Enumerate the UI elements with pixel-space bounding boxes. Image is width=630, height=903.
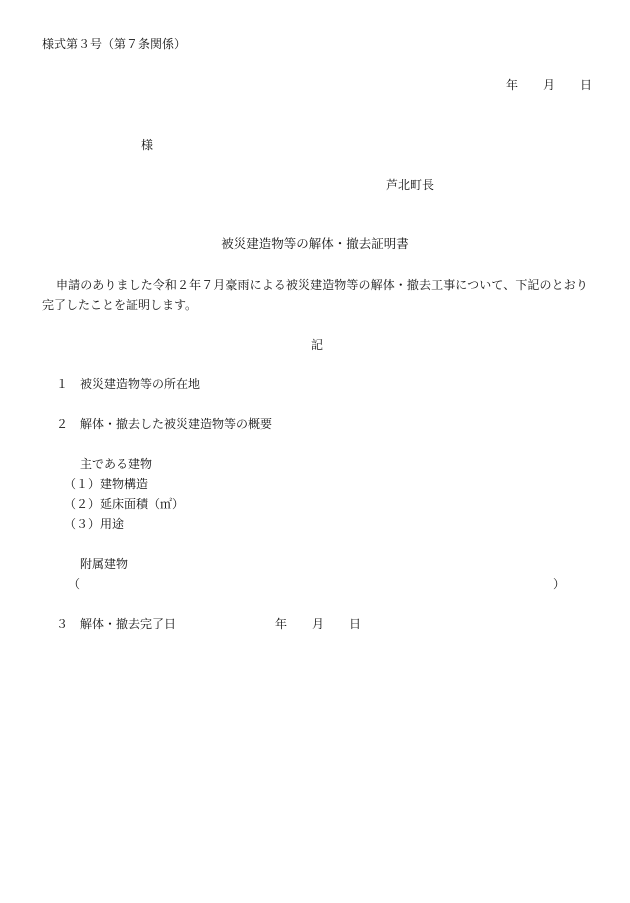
item-3-number: ３ — [56, 617, 69, 631]
item-2-label: 解体・撤去した被災建造物等の概要 — [80, 417, 273, 431]
body-line-1: 申請のありました令和２年７月豪雨による被災建造物等の解体・撤去工事について、下記のとおり — [56, 278, 588, 292]
addressee-suffix: 様 — [141, 138, 154, 152]
date-day: 日 — [580, 78, 593, 92]
item-3-month: 月 — [312, 617, 325, 631]
annex-open-paren: （ — [68, 577, 81, 591]
main-building-heading: 主である建物 — [80, 457, 153, 471]
form-number: 様式第３号（第７条関係） — [42, 37, 187, 51]
main-building-use: （３）用途 — [64, 517, 125, 531]
item-3-year: 年 — [275, 617, 288, 631]
annex-close-paren: ） — [553, 577, 566, 591]
main-building-structure: （１）建物構造 — [64, 477, 149, 491]
item-2-number: ２ — [56, 417, 69, 431]
issuer: 芦北町長 — [386, 178, 435, 192]
item-3-label: 解体・撤去完了日 — [80, 617, 177, 631]
main-building-floor-area: （２）延床面積（㎡） — [64, 497, 185, 511]
date-year: 年 — [506, 78, 519, 92]
body-line-2: 完了したことを証明します。 — [42, 298, 198, 312]
item-3-day: 日 — [349, 617, 362, 631]
item-1-label: 被災建造物等の所在地 — [80, 377, 201, 391]
document-title: 被災建造物等の解体・撤去証明書 — [221, 236, 409, 251]
ki-heading: 記 — [311, 338, 324, 352]
date-month: 月 — [543, 78, 556, 92]
item-1-number: １ — [56, 377, 69, 391]
annex-building-heading: 附属建物 — [80, 557, 129, 571]
